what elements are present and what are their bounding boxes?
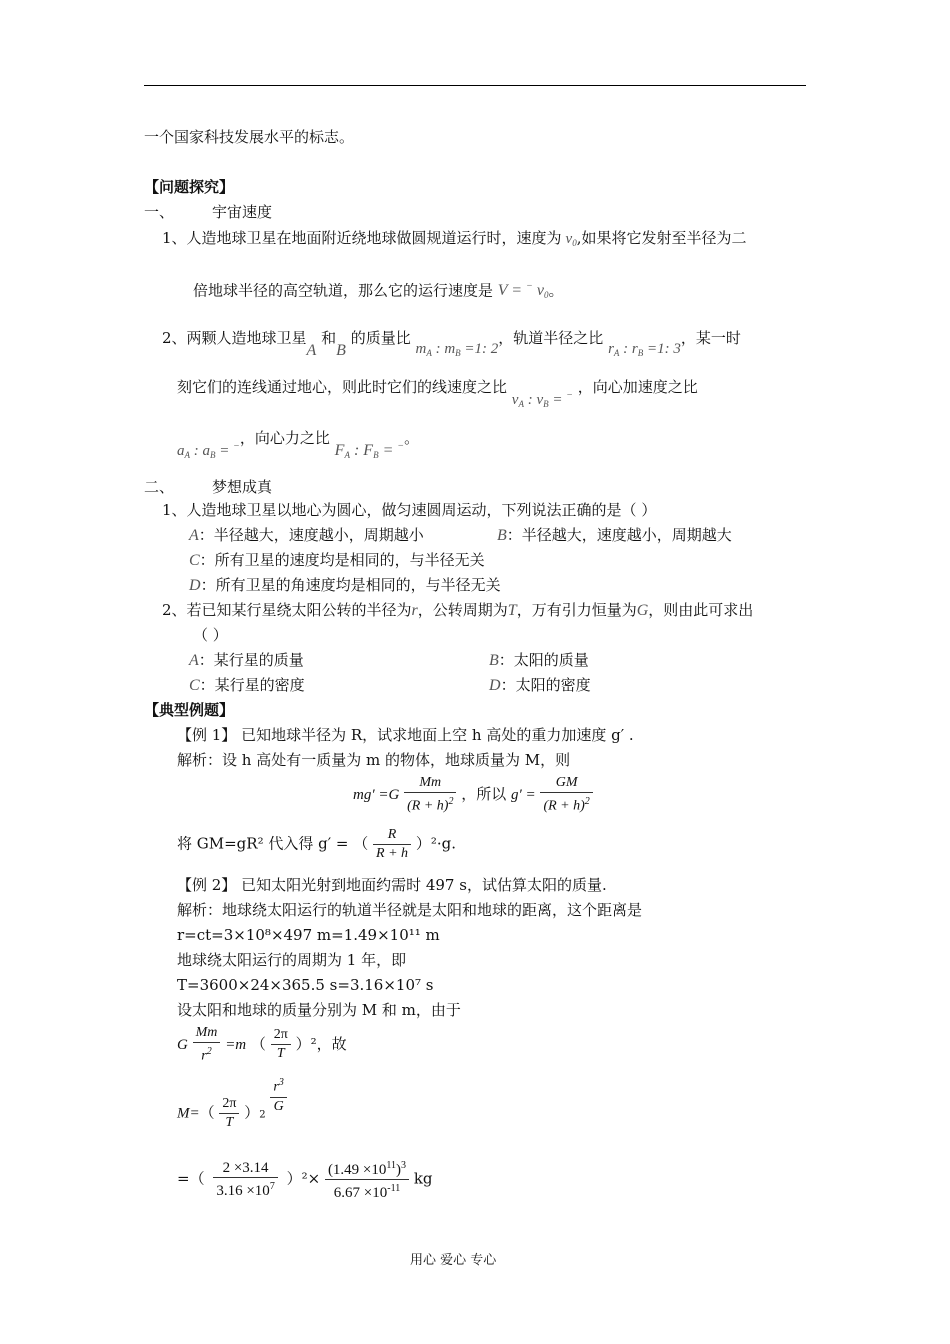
p2-q2-option-b: B：太阳的质量 — [489, 651, 589, 669]
example2-title: 【例 2】 已知太阳光射到地面约需时 497 s，试估算太阳的质量. — [177, 876, 607, 894]
p2-q1-option-d: D：所有卫星的角速度均是相同的，与半径无关 — [189, 576, 501, 594]
example1-title: 【例 1】 已知地球半径为 R，试求地面上空 h 高处的重力加速度 g′ . — [177, 726, 634, 744]
p2-q2-option-a: A：某行星的质量 — [189, 651, 304, 669]
example2-radius: r=ct=3×10⁸×497 m=1.49×10¹¹ m — [177, 926, 440, 944]
v0-symbol: $v_0$ — [565, 231, 577, 248]
example2-period-value: T=3600×24×365.5 s=3.16×10⁷ s — [177, 976, 434, 994]
example2-equation3: =（ $\frac{2 \times 3.14}{3.16 \times 10^7}$ ）²× $\frac{(1.49 \times 10^{11})^3}{6.67 \times 10^{-11}}$ kg — [177, 1157, 433, 1202]
section-heading-inquiry: 【问题探究】 — [144, 178, 235, 196]
p2-q1-option-a: A：半径越大，速度越小，周期越小 — [189, 526, 424, 544]
page-footer: 用心 爱心 专心 — [410, 1253, 497, 1268]
q2-line2: 刻它们的连线通过地心，则此时它们的线速度之比 $v_A$ : $v_B = ^-$ ，向心加速度之比 — [177, 378, 698, 409]
intro-text: 一个国家科技发展水平的标志。 — [144, 128, 355, 146]
example2-equation1: G $\frac{Mm}{r^2}$ =m （ $\frac{2\pi}{T}$ ）²，故 — [177, 1025, 347, 1064]
section-heading-examples: 【典型例题】 — [144, 701, 235, 719]
mass-ratio: $m_A$ : $m_B =1$: 2 — [415, 341, 499, 358]
part2-label: 二、 — [144, 478, 175, 496]
example2-solution: 解析：地球绕太阳运行的轨道半径就是太阳和地球的距离，这个距离是 — [177, 901, 643, 919]
q2-line1: 2、两颗人造地球卫星A 和B 的质量比 $m_A$ : $m_B =1$: 2，轨道半径之比 $r_A$ : $r_B =1$: 3，某一时 — [162, 329, 741, 359]
part2-title: 梦想成真 — [212, 478, 273, 496]
example1-solution: 解析：设 h 高处有一质量为 m 的物体，地球质量为 M，则 — [177, 751, 571, 769]
header-rule — [144, 85, 806, 86]
radius-ratio: $r_A$ : $r_B =1$: 3 — [608, 341, 681, 358]
v-formula: V = − $v_0$ — [497, 281, 549, 301]
q1-line2: 倍地球半径的高空轨道，那么它的运行速度是 V = − $v_0$。 — [193, 281, 564, 301]
part1-title: 宇宙速度 — [212, 203, 273, 221]
p2-q2-option-d: D：太阳的密度 — [489, 676, 591, 694]
example1-equation: mg′ =G $\frac{Mm}{(R + h)^2}$ ，所以 g′ = $\frac{GM}{(R + h)^2}$ — [353, 774, 593, 816]
example2-period-text: 地球绕太阳运行的周期为 1 年，即 — [177, 951, 407, 969]
part1-label: 一、 — [144, 203, 175, 221]
p2-q1-option-c: C：所有卫星的速度均是相同的，与半径无关 — [189, 551, 485, 569]
p2-q1: 1、人造地球卫星以地心为圆心，做匀速圆周运动，下列说法正确的是（ ） — [162, 501, 657, 519]
example2-equation2: M=（ $\frac{2\pi}{T}$ ）2 $\frac{r^3}{G}$ — [177, 1074, 287, 1132]
example2-masses: 设太阳和地球的质量分别为 M 和 m，由于 — [177, 1001, 461, 1019]
p2-q1-option-b: B：半径越大，速度越小，周期越大 — [497, 526, 732, 544]
p2-q2-option-c: C：某行星的密度 — [189, 676, 305, 694]
q1-line1: 1、人造地球卫星在地面附近绕地球做圆规道运行时，速度为 $v_0$,如果将它发射至半径为二 — [162, 229, 747, 248]
p2-q2: 2、若已知某行星绕太阳公转的半径为r，公转周期为T，万有引力恒量为G，则由此可求出 — [162, 601, 754, 619]
example1-substitution: 将 GM=gR² 代入得 g′ = （ $\frac{R}{R + h}$ ）²·g. — [177, 827, 456, 861]
p2-q2-paren: （ ） — [193, 626, 228, 644]
q2-line3: $a_A$ : $a_B = ^-$，向心力之比 $F_A$ : $F_B = ^-$。 — [177, 429, 420, 460]
